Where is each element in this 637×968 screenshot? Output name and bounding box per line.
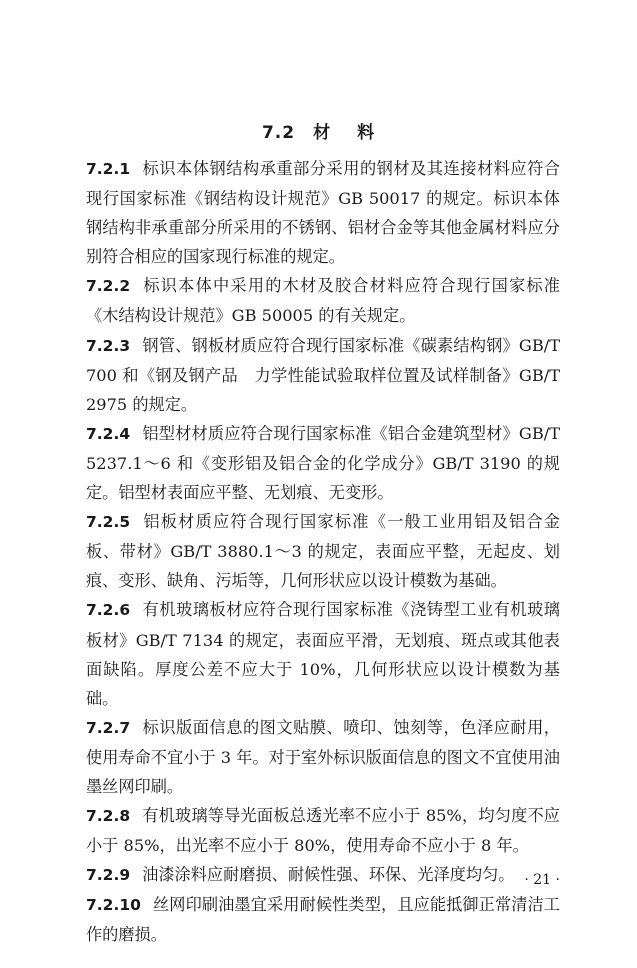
clause-text: 标识本体中采用的木材及胶合材料应符合现行国家标准《木结构设计规范》GB 50005 的有关规定。 <box>86 276 560 326</box>
clause-7-2-2 <box>86 271 560 330</box>
section-title-part2: 料 <box>357 123 376 143</box>
clause-number: 7.2.8 <box>86 807 131 826</box>
section-number: 7.2 <box>261 123 296 143</box>
clause-7-2-6 <box>86 595 560 712</box>
clause-text: 丝网印刷油墨宜采用耐候性类型，且应能抵御正常清洁工作的磨损。 <box>86 895 560 945</box>
clause-7-2-4 <box>86 419 560 507</box>
section-title-part1: 材 <box>313 123 332 143</box>
clause-text: 铝型材材质应符合现行国家标准《铝合金建筑型材》GB/T 5237.1～6 和《变形铝及铝合金的化学成分》GB/T 3190 的规定。铝型材表面应平整、无划痕、无变形。 <box>86 423 560 503</box>
clause-number: 7.2.2 <box>86 277 131 296</box>
clause-7-2-7 <box>86 713 560 801</box>
clause-number: 7.2.4 <box>86 424 131 443</box>
clause-text: 标识本体钢结构承重部分采用的钢材及其连接材料应符合现行国家标准《钢结构设计规范》GB 50017 的规定。标识本体钢结构非承重部分所采用的不锈钢、铝材合金等其他金属材料应分别符合相应的国家现行标准的规定。 <box>86 159 560 267</box>
clause-number: 7.2.9 <box>86 866 131 885</box>
clause-number: 7.2.5 <box>86 513 131 532</box>
clause-number: 7.2.3 <box>86 336 131 355</box>
section-title <box>0 118 637 143</box>
clause-number: 7.2.6 <box>86 601 131 620</box>
clause-list <box>86 154 560 950</box>
clause-7-2-10 <box>86 890 560 949</box>
clause-7-2-5 <box>86 507 560 595</box>
clause-text: 钢管、钢板材质应符合现行国家标准《碳素结构钢》GB/T 700 和《钢及钢产品 力学性能试验取样位置及试样制备》GB/T 2975 的规定。 <box>86 335 560 414</box>
clause-number: 7.2.1 <box>86 160 131 178</box>
clause-text: 标识版面信息的图文贴膜、喷印、蚀刻等，色泽应耐用，使用寿命不宜小于 3 年。对于室外标识版面信息的图文不宜使用油墨丝网印刷。 <box>86 717 560 796</box>
clause-text: 油漆涂料应耐磨损、耐候性强、环保、光泽度均匀。 <box>142 865 515 885</box>
clause-7-2-3 <box>86 331 560 419</box>
clause-number: 7.2.7 <box>86 718 131 737</box>
clause-text: 铝板材质应符合现行国家标准《一般工业用铝及铝合金板、带材》GB/T 3880.1～3 的规定，表面应平整，无起皮、划痕、变形、缺角、污垢等，几何形状应以设计模数为基础。 <box>86 512 560 591</box>
clause-number: 7.2.10 <box>86 896 141 915</box>
page-number: · 21 · <box>524 872 560 888</box>
clause-text: 有机玻璃板材应符合现行国家标准《浇铸型工业有机玻璃板材》GB/T 7134 的规定，表面应平滑，无划痕、斑点或其他表面缺陷。厚度公差不应大于 10%，几何形状应以设计模数为基础。 <box>86 600 560 708</box>
clause-7-2-1 <box>86 154 560 271</box>
clause-text: 有机玻璃等导光面板总透光率不应小于 85%，均匀度不应小于 85%，出光率不应小于 80%，使用寿命不应小于 8 年。 <box>86 806 560 856</box>
clause-7-2-8 <box>86 801 560 860</box>
